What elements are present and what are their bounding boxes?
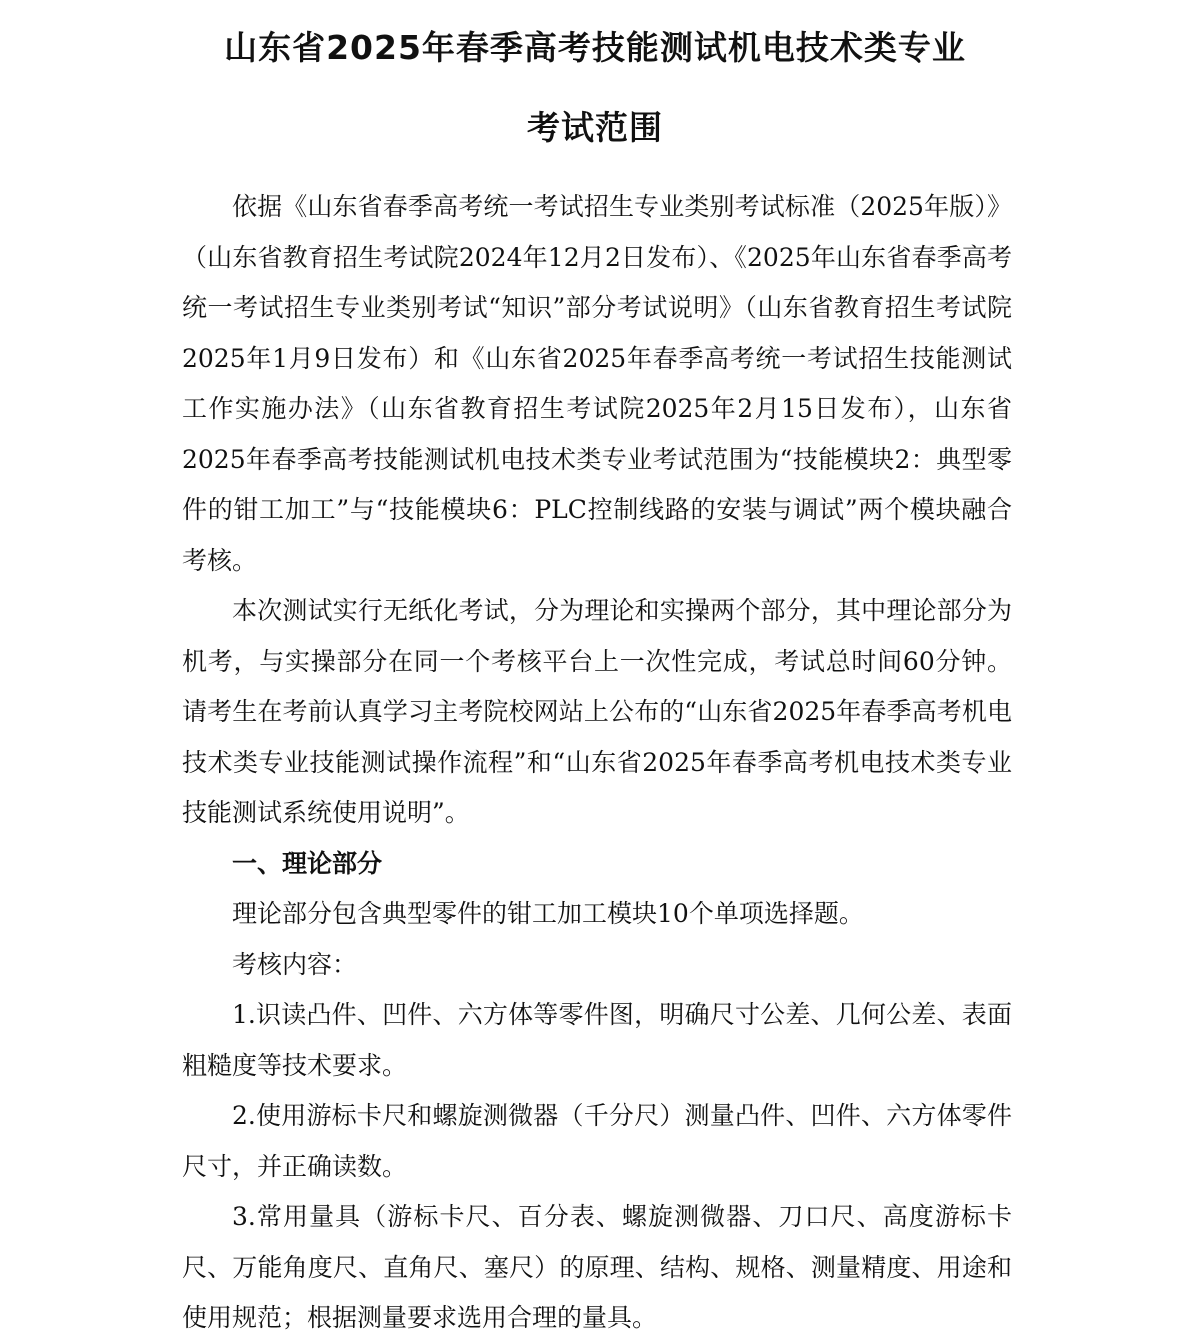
list-item-2: 2.使用游标卡尺和螺旋测微器（千分尺）测量凸件、凹件、六方体零件尺寸，并正确读数。 [182,1101,1012,1181]
paragraph-assessment-label: 考核内容： [232,949,358,979]
list-item-3: 3.常用量具（游标卡尺、百分表、螺旋测微器、刀口尺、高度游标卡尺、万能角度尺、直角尺、塞尺）的原理、结构、规格、测量精度、用途和使用规范；根据测量要求选用合理的量具。 [182,1202,1012,1332]
paragraph-theory-summary: 理论部分包含典型零件的钳工加工模块10个单项选择题。 [232,899,864,928]
section-heading-theory: 一、理论部分 [232,848,383,878]
list-item-1: 1.识读凸件、凹件、六方体等零件图，明确尺寸公差、几何公差、表面粗糙度等技术要求。 [182,1000,1012,1080]
document-title-line-2: 考试范围 [527,108,663,147]
paragraph-basis: 依据《山东省春季高考统一考试招生专业类别考试标准（2025年版）》（山东省教育招生考试院2024年12月2日发布）、《2025年山东省春季高考统一考试招生专业类别考试“知识”部分考试说明》（山东省教育招生考试院2025年1月9日发布）和《山东省2025年春季高考统一考试招生技能测试工作实施办法》（山东省教育招生考试院2025年2月15日发布），山东省2025年春季高考技能测试机电技术类专业考试范围为“技能模块2：典型零件的钳工加工”与“技能模块6：PLC控制线路的安装与调试”两个模块融合考核。 [182,192,1012,575]
document-body [182,182,1012,1344]
paragraph-exam-format: 本次测试实行无纸化考试，分为理论和实操两个部分，其中理论部分为机考，与实操部分在同一个考核平台上一次性完成，考试总时间60分钟。请考生在考前认真学习主考院校网站上公布的“山东省2025年春季高考机电技术类专业技能测试操作流程”和“山东省2025年春季高考机电技术类专业技能测试系统使用说明”。 [182,596,1012,827]
document-title-line-1: 山东省2025年春季高考技能测试机电技术类专业 [224,28,966,67]
